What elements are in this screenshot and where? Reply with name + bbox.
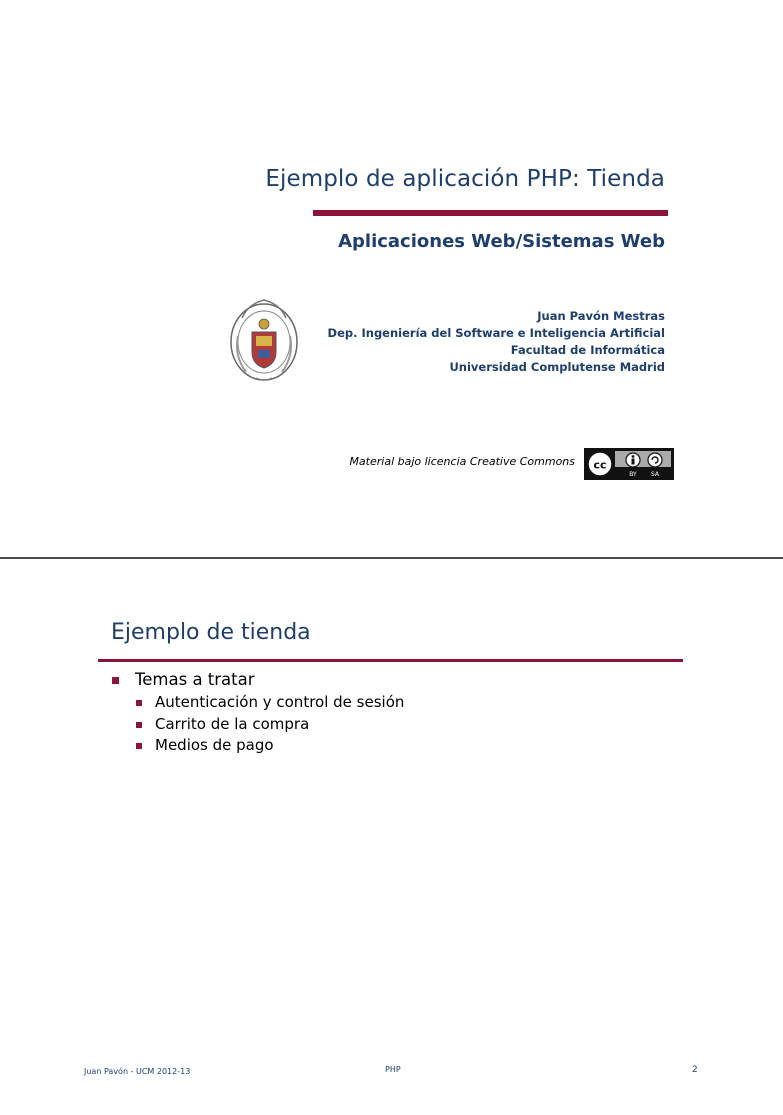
author-block <box>245 308 665 376</box>
faculty-name: Facultad de Informática <box>510 343 665 357</box>
cc-label: cc <box>593 458 607 472</box>
page-divider <box>0 557 783 559</box>
title-underline-bar <box>313 210 668 216</box>
page-number: 2 <box>692 1065 698 1075</box>
bullet-text: Temas a tratar <box>135 670 255 689</box>
list-item <box>110 692 670 714</box>
bullet-square-icon <box>136 700 142 706</box>
university-name: Universidad Complutense Madrid <box>449 360 665 374</box>
list-item <box>110 714 670 736</box>
subbullet-text: Medios de pago <box>155 736 274 754</box>
subbullet-text: Autenticación y control de sesión <box>155 693 405 711</box>
footer-topic: PHP <box>385 1065 401 1074</box>
creative-commons-badge-icon <box>584 448 674 480</box>
bullet-square-icon <box>136 743 142 749</box>
license-text: Material bajo licencia Creative Commons <box>349 455 575 468</box>
slide2-title: Ejemplo de tienda <box>111 620 311 645</box>
list-item <box>110 735 670 757</box>
bullet-square-icon <box>112 677 119 684</box>
slide1-subtitle: Aplicaciones Web/Sistemas Web <box>338 231 665 252</box>
cc-sa-label: SA <box>650 471 660 478</box>
footer-author: Juan Pavón - UCM 2012-13 <box>84 1067 191 1076</box>
bullet-square-icon <box>136 722 142 728</box>
bullet-list <box>110 668 670 757</box>
subbullet-text: Carrito de la compra <box>155 714 310 733</box>
cc-by-label: BY <box>629 471 637 478</box>
slide1-title: Ejemplo de aplicación PHP: Tienda <box>265 166 665 192</box>
author-name: Juan Pavón Mestras <box>537 309 665 323</box>
department-name: Dep. Ingeniería del Software e Inteligencia Artificial <box>327 326 665 340</box>
list-item <box>110 668 670 692</box>
title-underline-bar <box>98 659 683 662</box>
